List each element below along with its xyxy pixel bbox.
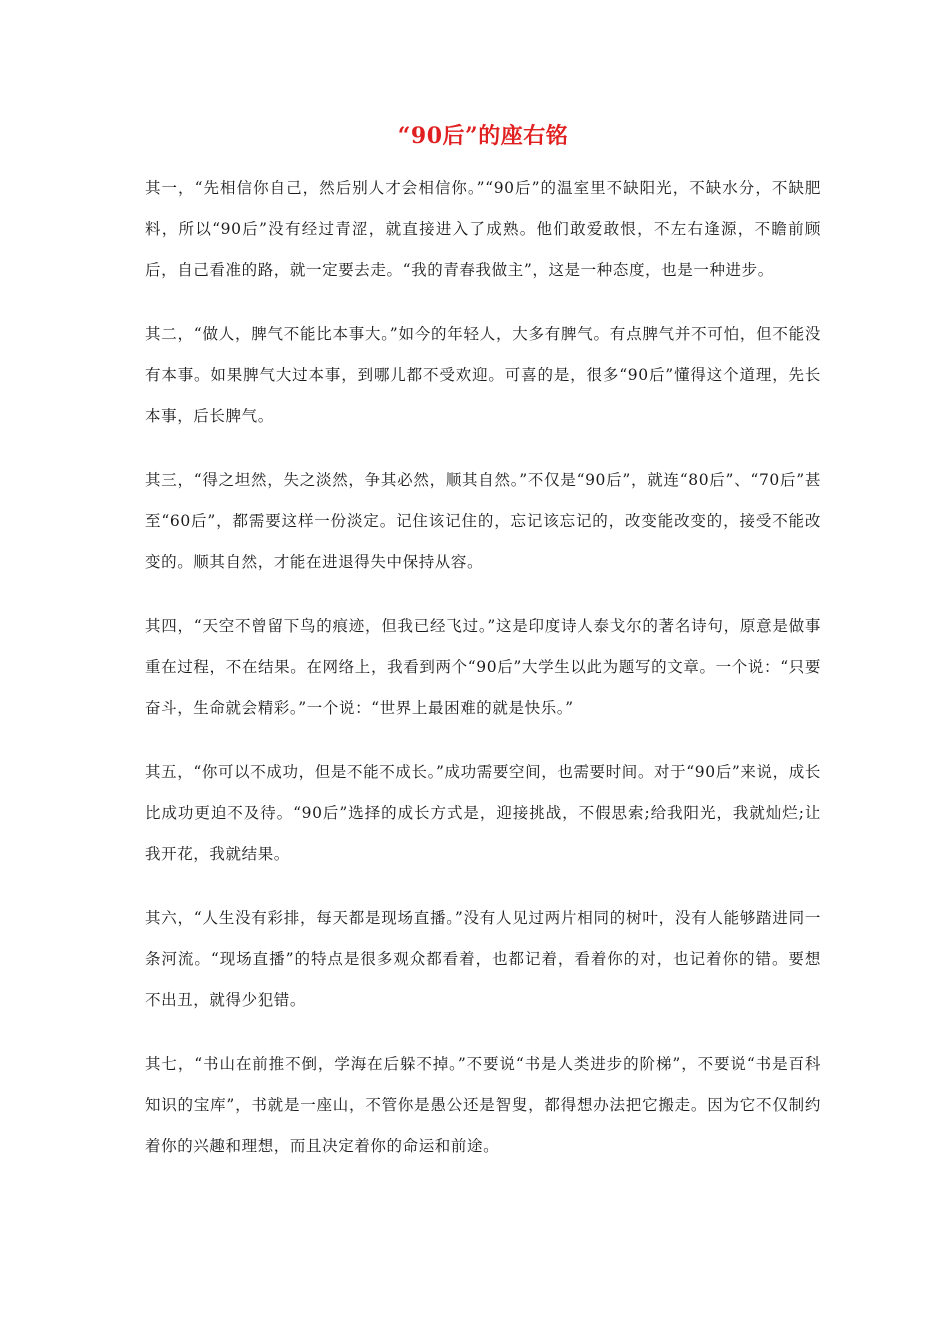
paragraph-5: 其五，“你可以不成功，但是不能不成长。”成功需要空间，也需要时间。对于“90后”来说，成长比成功更迫不及待。“90后”选择的成长方式是，迎接挑战，不假思索;给我阳光，我就灿烂;让我开花，我就结果。 bbox=[145, 763, 821, 863]
paragraph-3: 其三，“得之坦然，失之淡然，争其必然，顺其自然。”不仅是“90后”，就连“80后”、“70后”甚至“60后”，都需要这样一份淡定。记住该记住的，忘记该忘记的，改变能改变的，接受不能改变的。顺其自然，才能在进退得失中保持从容。 bbox=[145, 471, 821, 571]
document-title: “90后”的座右铭 bbox=[397, 123, 569, 149]
paragraph-1: 其一，“先相信你自己，然后别人才会相信你。”“90后”的温室里不缺阳光，不缺水分，不缺肥料，所以“90后”没有经过青涩，就直接进入了成熟。他们敢爱敢恨，不左右逢源，不瞻前顾后，自己看准的路，就一定要去走。“我的青春我做主”，这是一种态度，也是一种进步。 bbox=[145, 179, 821, 279]
document-page bbox=[145, 118, 821, 1190]
paragraph-2: 其二，“做人，脾气不能比本事大。”如今的年轻人，大多有脾气。有点脾气并不可怕，但不能没有本事。如果脾气大过本事，到哪儿都不受欢迎。可喜的是，很多“90后”懂得这个道理，先长本事，后长脾气。 bbox=[145, 325, 821, 425]
paragraph-4: 其四，“天空不曾留下鸟的痕迹，但我已经飞过。”这是印度诗人泰戈尔的著名诗句，原意是做事重在过程，不在结果。在网络上，我看到两个“90后”大学生以此为题写的文章。一个说：“只要奋斗，生命就会精彩。”一个说：“世界上最困难的就是快乐。” bbox=[145, 617, 821, 717]
paragraph-7: 其七，“书山在前推不倒，学海在后躲不掉。”不要说“书是人类进步的阶梯”，不要说“书是百科知识的宝库”，书就是一座山，不管你是愚公还是智叟，都得想办法把它搬走。因为它不仅制约着你的兴趣和理想，而且决定着你的命运和前途。 bbox=[145, 1055, 821, 1155]
paragraph-6: 其六，“人生没有彩排，每天都是现场直播。”没有人见过两片相同的树叶，没有人能够踏进同一条河流。“现场直播”的特点是很多观众都看着，也都记着，看着你的对，也记着你的错。要想不出丑，就得少犯错。 bbox=[145, 909, 821, 1009]
